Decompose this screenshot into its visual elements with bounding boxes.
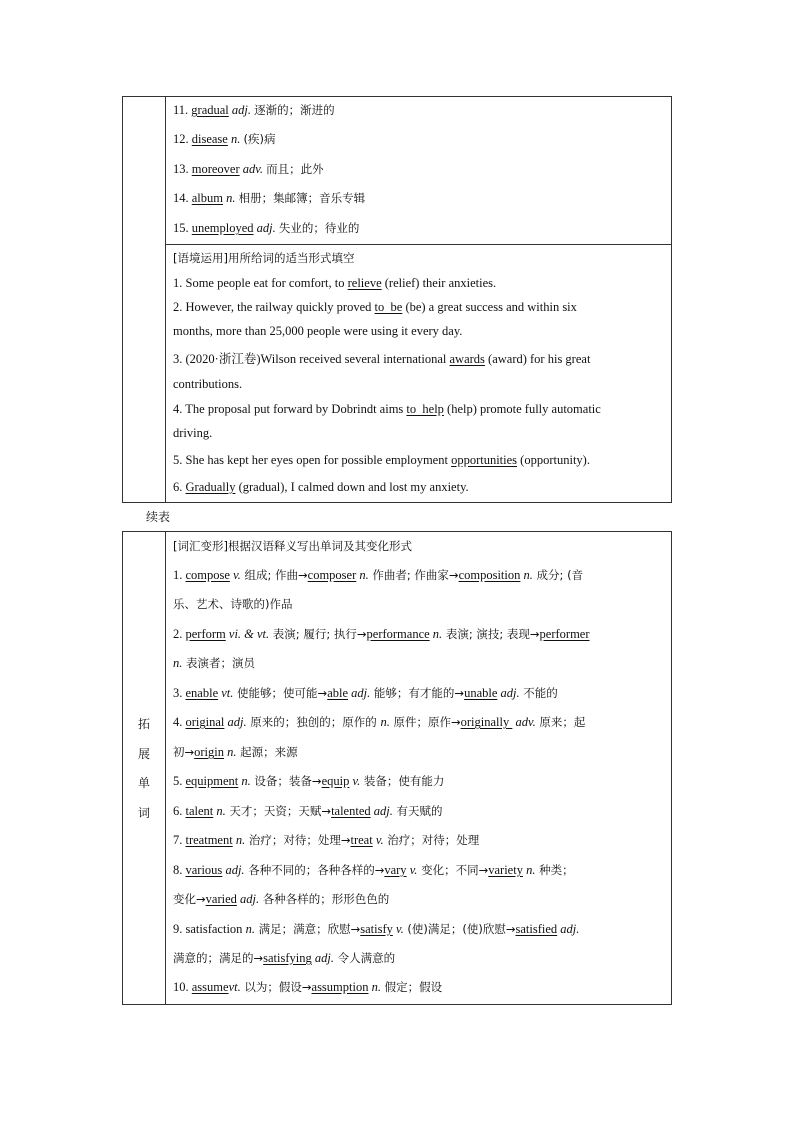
context-exercise-heading: [语境运用]用所给词的适当形式填空 [173,251,355,265]
vocab-item-11: 11. gradual adj. 逐渐的；渐进的 [173,103,335,117]
word-form-item-8-cont: 变化→varied adj. 各种各样的；形形色色的 [173,892,390,906]
vocab-item-12: 12. disease n. (疾)病 [173,132,276,146]
vocab-item-14: 14. album n. 相册；集邮簿；音乐专辑 [173,191,366,205]
word-form-item-2-cont: n. 表演者；演员 [173,656,256,670]
word-form-item-4-cont: 初→origin n. 起源；来源 [173,745,298,759]
context-exercise-section [165,244,671,502]
word-form-item-7: 7. treatment n. 治疗；对待；处理→treat v. 治疗；对待；处理 [173,833,480,847]
section-label: 拓 展 单 词 [137,717,150,820]
word-forms-heading: [词汇变形]根据汉语释义写出单词及其变化形式 [173,539,412,553]
word-form-item-3: 3. enable vt. 使能够；使可能→able adj. 能够；有才能的→unable adj. 不能的 [173,686,558,700]
exercise-sentence-3: 3. (2020·浙江卷)Wilson received several international awards (award) for his great [173,352,591,366]
exercise-sentence-2: 2. However, the railway quickly proved to be (be) a great success and within six [173,300,577,314]
word-form-item-9-cont: 满意的；满足的→satisfying adj. 令人满意的 [173,951,396,965]
table-1-content-column [165,97,671,502]
exercise-sentence-4: 4. The proposal put forward by Dobrindt aims to help (help) promote fully automatic [173,402,601,416]
word-form-item-1: 1. compose v. 组成; 作曲→composer n. 作曲者; 作曲家→composition n. 成分; (音 [173,568,584,582]
vocab-table-1 [122,96,672,503]
continued-table-label: 续表 [146,510,171,524]
exercise-sentence-2-cont: months, more than 25,000 people were using it every day. [173,324,463,338]
exercise-sentence-6: 6. Gradually (gradual), I calmed down and lost my anxiety. [173,480,469,494]
word-form-item-4: 4. original adj. 原来的；独创的；原作的 n. 原件；原作→originally adv. 原来；起 [173,715,586,729]
exercise-sentence-4-cont: driving. [173,426,213,440]
word-forms-column [165,532,671,1004]
vocab-table-2 [122,531,672,1005]
word-form-item-5: 5. equipment n. 设备；装备→equip v. 装备；使有能力 [173,774,445,788]
vocab-list-section [165,97,671,244]
word-form-item-8: 8. various adj. 各种不同的；各种各样的→vary v. 变化；不同→variety n. 种类； [173,863,574,877]
vocab-item-15: 15. unemployed adj. 失业的；待业的 [173,221,360,235]
word-form-item-6: 6. talent n. 天才；天资；天赋→talented adj. 有天赋的 [173,804,443,818]
vocab-item-13: 13. moreover adv. 而且；此外 [173,162,324,176]
section-label-column [123,532,166,1004]
table-1-left-column [123,97,166,502]
exercise-sentence-1: 1. Some people eat for comfort, to relieve (relief) their anxieties. [173,276,497,290]
word-form-item-2: 2. perform vi. & vt. 表演; 履行; 执行→performance n. 表演; 演技; 表现→performer [173,627,590,641]
exercise-sentence-5: 5. She has kept her eyes open for possible employment opportunities (opportunity). [173,453,590,467]
word-form-item-1-cont: 乐、艺术、诗歌的)作品 [173,597,293,611]
word-form-item-9: 9. satisfaction n. 满足；满意；欣慰→satisfy v. (使)满足；(使)欣慰→satisfied adj. [173,922,580,936]
exercise-sentence-3-cont: contributions. [173,377,243,391]
word-form-item-10: 10. assumevt. 以为；假设→assumption n. 假定；假设 [173,980,443,994]
